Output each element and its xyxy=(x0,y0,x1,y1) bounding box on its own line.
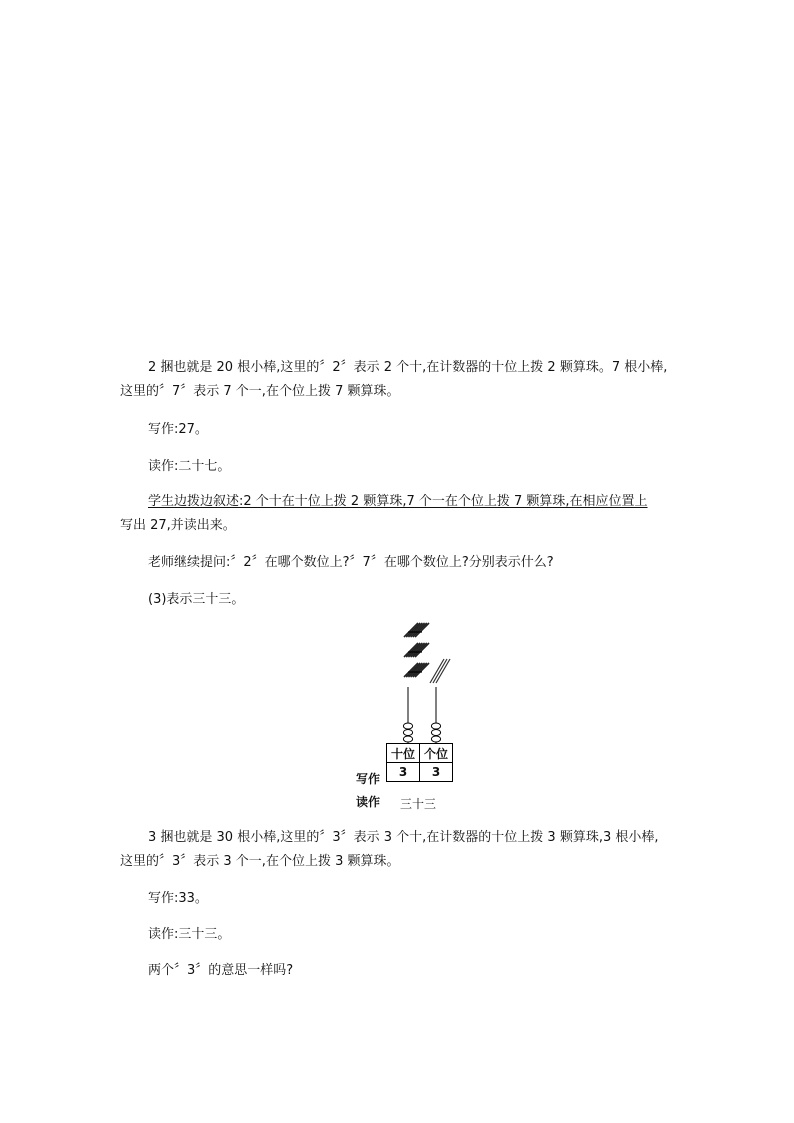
paragraph-write-33 xyxy=(120,887,713,911)
paragraph-student-narration xyxy=(120,490,685,538)
tens-header: 十位 xyxy=(387,744,420,763)
text-line: 写出 27,并读出来。 xyxy=(120,518,236,533)
text-line: 两个〞3〞的意思一样吗? xyxy=(148,963,294,978)
tens-bead xyxy=(403,730,412,736)
paragraph-question-same-meaning xyxy=(120,959,713,983)
paragraph-teacher-question xyxy=(120,551,713,575)
paragraph-tens-explanation-27 xyxy=(120,356,685,404)
text-line: 2 捆也就是 20 根小棒,这里的〞2〞表示 2 个十,在计数器的十位上拨 2 颗算珠。7 根小棒, xyxy=(148,360,668,375)
loose-sticks-ones xyxy=(430,659,450,683)
text-line: 写作:27。 xyxy=(148,422,208,437)
table-header-row xyxy=(387,744,453,763)
text-line: (3)表示三十三。 xyxy=(148,592,245,607)
stick-bundle xyxy=(404,623,429,637)
tens-bead xyxy=(403,723,412,729)
text-line: 读作:二十七。 xyxy=(148,459,231,474)
text-line: 读作:三十三。 xyxy=(148,927,231,942)
paragraph-read-27 xyxy=(120,455,713,479)
tens-digit: 3 xyxy=(387,763,420,782)
stick-bundle xyxy=(404,663,429,677)
text-line: 写作:33。 xyxy=(148,891,208,906)
place-value-table xyxy=(386,743,453,782)
tens-bead xyxy=(403,736,412,742)
text-line: 这里的〞3〞表示 3 个一,在个位上拨 3 颗算珠。 xyxy=(120,854,400,869)
ones-bead xyxy=(431,736,440,742)
text-line: 3 捆也就是 30 根小棒,这里的〞3〞表示 3 个十,在计数器的十位上拨 3 颗算珠,3 根小棒, xyxy=(148,830,659,845)
abacus-rods xyxy=(403,687,440,743)
loose-stick xyxy=(430,659,444,683)
ones-bead xyxy=(431,723,440,729)
paragraph-tens-explanation-33 xyxy=(120,826,685,874)
ones-header: 个位 xyxy=(420,744,453,763)
text-line: 老师继续提问:〞2〞在哪个数位上?〞7〞在哪个数位上?分别表示什么? xyxy=(148,555,554,570)
stick-bundles-tens xyxy=(404,623,429,677)
text-line: 学生边拨边叙述:2 个十在十位上拨 2 颗算珠,7 个一在个位上拨 7 颗算珠,在相应位置上 xyxy=(148,494,648,509)
table-value-row xyxy=(387,763,453,782)
ones-bead xyxy=(431,730,440,736)
paragraph-read-33 xyxy=(120,923,713,947)
loose-stick xyxy=(433,659,447,683)
paragraph-write-27 xyxy=(120,418,713,442)
read-label: 读作 xyxy=(356,795,381,809)
ones-digit: 3 xyxy=(420,763,453,782)
text-line: 这里的〞7〞表示 7 个一,在个位上拨 7 颗算珠。 xyxy=(120,384,400,399)
write-label: 写作 xyxy=(356,772,381,786)
place-value-figure xyxy=(340,615,490,815)
stick-bundle xyxy=(404,643,429,657)
paragraph-section-heading-33 xyxy=(120,588,713,612)
loose-stick xyxy=(436,659,450,683)
read-value: 三十三 xyxy=(400,797,437,811)
